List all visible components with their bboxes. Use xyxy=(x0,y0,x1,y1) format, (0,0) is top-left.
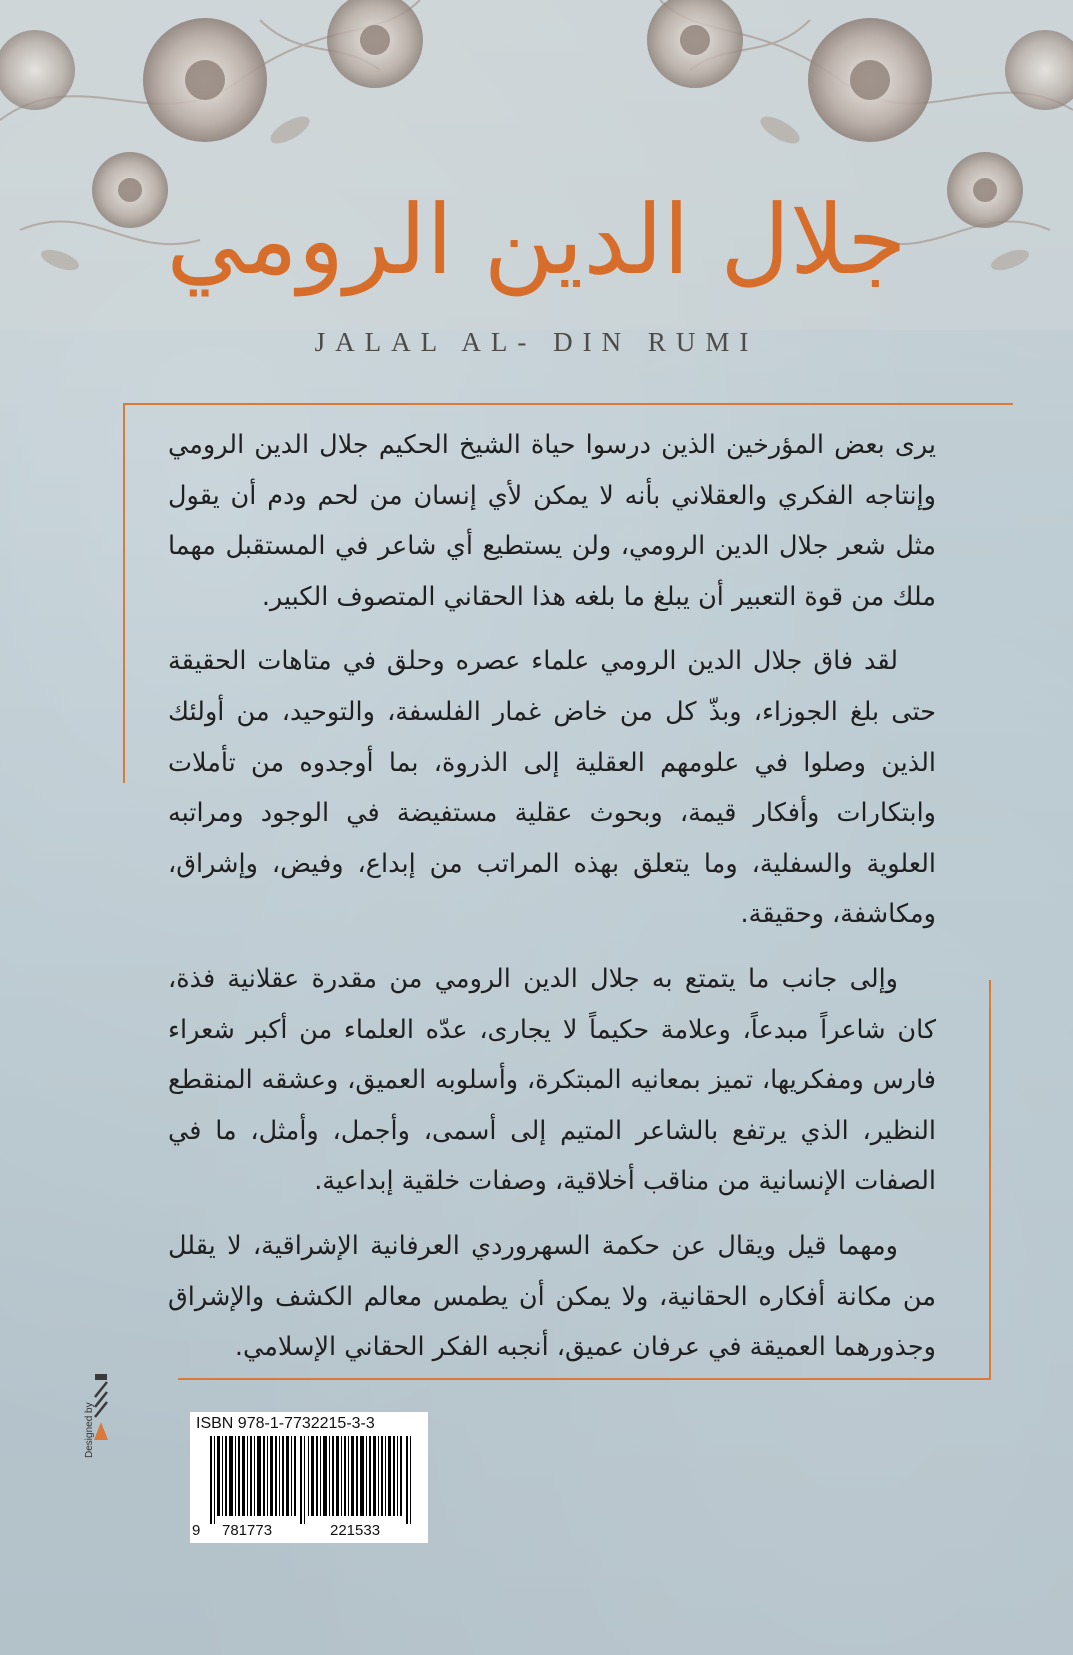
barcode-label xyxy=(190,1412,428,1543)
blurb-paragraph-4: ومهما قيل ويقال عن حكمة السهروردي العرفانية الإشراقية، لا يقلل من مكانة أفكاره الحقانية، ولا يمكن أن يطمس معالم الكشف والإشراق وجذورهما العميقة في عرفان عميق، أنجبه الفكر الحقاني الإسلامي. xyxy=(168,1230,936,1363)
barcode-digits-left: 9 xyxy=(192,1522,201,1539)
book-title-latin: JALAL AL- DIN RUMI xyxy=(314,327,759,357)
frame-line-left xyxy=(123,403,125,783)
barcode-icon xyxy=(196,1436,422,1524)
blurb-paragraph-2: لقد فاق جلال الدين الرومي علماء عصره وحلق في متاهات الحقيقة حتى بلغ الجوزاء، وبذّ كل من خاض غمار الفلسفة، والتوحيد، من أولئك الذين وصلوا في علومهم العقلية إلى الذروة، بما أوجدوه من تأملات وابتكارات وأفكار قيمة، وبحوث عقلية مستفيضة في الوجود ومراتبه العلوية والسفلية، وما يتعلق بهذه المراتب من إبداع، وفيض، وإشراق، ومكاشفة، وحقيقة. xyxy=(168,646,936,930)
designer-logo-icon xyxy=(92,1372,110,1442)
designer-credit xyxy=(72,1364,112,1459)
barcode-digits-mid: 781773 xyxy=(222,1522,273,1539)
frame-line-right xyxy=(989,980,991,1380)
book-title-arabic: جلال الدين الرومي xyxy=(166,184,907,296)
frame-line-top xyxy=(123,403,1013,405)
blurb-paragraph-3: وإلى جانب ما يتمتع به جلال الدين الرومي من مقدرة عقلانية فذة، كان شاعراً مبدعاً، وعلامة حكيماً لا يجارى، عدّه العلماء من أكبر شعراء فارس ومفكريها، تميز بمعانيه المبتكرة، وأسلوبه العميق، وعشقه المنقطع النظير، الذي يرتفع بالشاعر المتيم إلى أسمى، وأجمل، وأمثل، ما في الصفات الإنسانية من مناقب أخلاقية، وصفات خلقية إبداعية. xyxy=(168,963,936,1197)
barcode-digits-right: 221533 xyxy=(330,1522,381,1539)
isbn-text: ISBN 978-1-7732215-3-3 xyxy=(196,1415,375,1432)
designer-label: Designed by xyxy=(84,1402,95,1458)
blurb-paragraph-1: يرى بعض المؤرخين الذين درسوا حياة الشيخ الحكيم جلال الدين الرومي وإنتاجه الفكري والعقلاني بأنه لا يمكن لأي إنسان من لحم ودم أن يقول مثل شعر جلال الدين الرومي، ولن يستطيع أي شاعر في المستقبل مهما ملك من قوة التعبير أن يبلغ ما بلغه هذا الحقاني المتصوف الكبير. xyxy=(168,430,936,612)
blurb-text xyxy=(168,420,936,1387)
